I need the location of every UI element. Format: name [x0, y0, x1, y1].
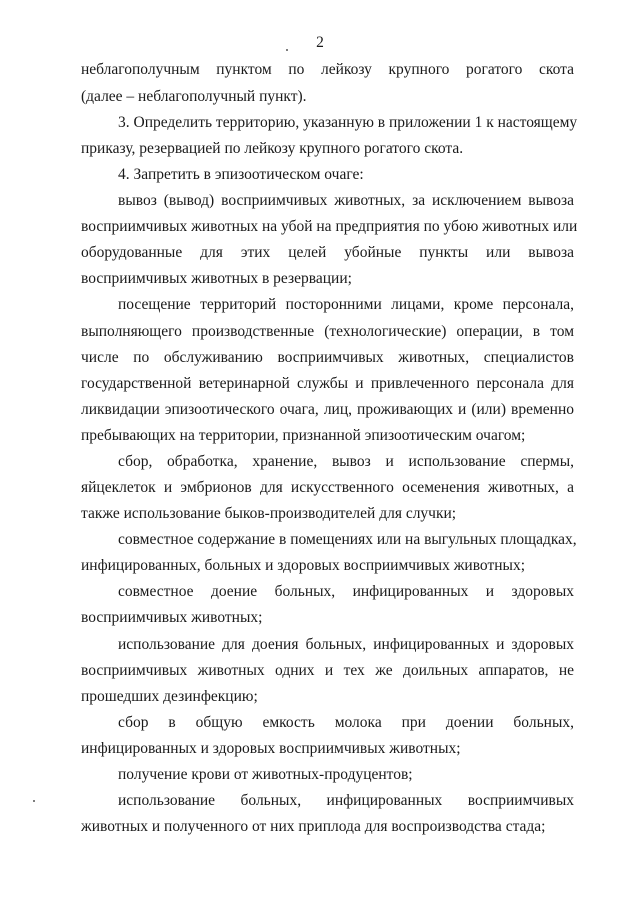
text-line: восприимчивых животных на убой на предприятия по убою животных или — [81, 218, 578, 235]
page-number: 2 — [316, 34, 324, 51]
text-line: сбор в общую емкость молока при доении больных, — [118, 714, 574, 731]
scan-speck — [33, 800, 35, 802]
text-line: пребывающих на территории, признанной эпизоотическим очагом; — [81, 427, 526, 444]
text-line: совместное доение больных, инфицированных и здоровых — [118, 583, 574, 600]
text-line: числе по обслуживанию восприимчивых животных, специалистов — [81, 349, 574, 366]
text-line: восприимчивых животных одних и тех же доильных аппаратов, не — [81, 662, 574, 679]
text-line: восприимчивых животных в резервации; — [81, 270, 352, 287]
text-line: (далее – неблагополучный пункт). — [81, 88, 307, 105]
text-line: государственной ветеринарной службы и привлеченного персонала для — [81, 375, 574, 392]
text-line: использование больных, инфицированных восприимчивых — [118, 792, 574, 809]
text-line: ликвидации эпизоотического очага, лиц, проживающих и (или) временно — [81, 401, 574, 418]
text-line: оборудованные для этих целей убойные пункты или вывоза — [81, 244, 574, 261]
text-line: приказу, резервацией по лейкозу крупного рогатого скота. — [81, 140, 464, 157]
text-line: инфицированных и здоровых восприимчивых животных; — [81, 740, 461, 757]
text-line: вывоз (вывод) восприимчивых животных, за исключением вывоза — [118, 192, 574, 209]
text-line: посещение территорий посторонними лицами, кроме персонала, — [118, 296, 574, 313]
text-line: сбор, обработка, хранение, вывоз и использование спермы, — [118, 453, 574, 470]
text-line: инфицированных, больных и здоровых восприимчивых животных; — [81, 557, 526, 574]
text-line: получение крови от животных-продуцентов; — [118, 766, 413, 783]
text-line: неблагополучным пунктом по лейкозу крупного рогатого скота — [81, 61, 574, 78]
text-line: 3. Определить территорию, указанную в приложении 1 к настоящему — [118, 114, 578, 131]
text-line: выполняющего производственные (технологические) операции, в том — [81, 323, 574, 340]
scan-speck — [286, 49, 288, 51]
text-line: восприимчивых животных; — [81, 609, 263, 626]
text-line: прошедших дезинфекцию; — [81, 688, 258, 705]
text-line: использование для доения больных, инфицированных и здоровых — [118, 636, 574, 653]
text-line: 4. Запретить в эпизоотическом очаге: — [118, 166, 364, 183]
text-line: совместное содержание в помещениях или на выгульных площадках, — [118, 531, 577, 548]
text-line: также использование быков-производителей для случки; — [81, 505, 457, 522]
text-line: яйцеклеток и эмбрионов для искусственного осеменения животных, а — [81, 479, 574, 496]
text-line: животных и полученного от них приплода для воспроизводства стада; — [81, 818, 546, 835]
